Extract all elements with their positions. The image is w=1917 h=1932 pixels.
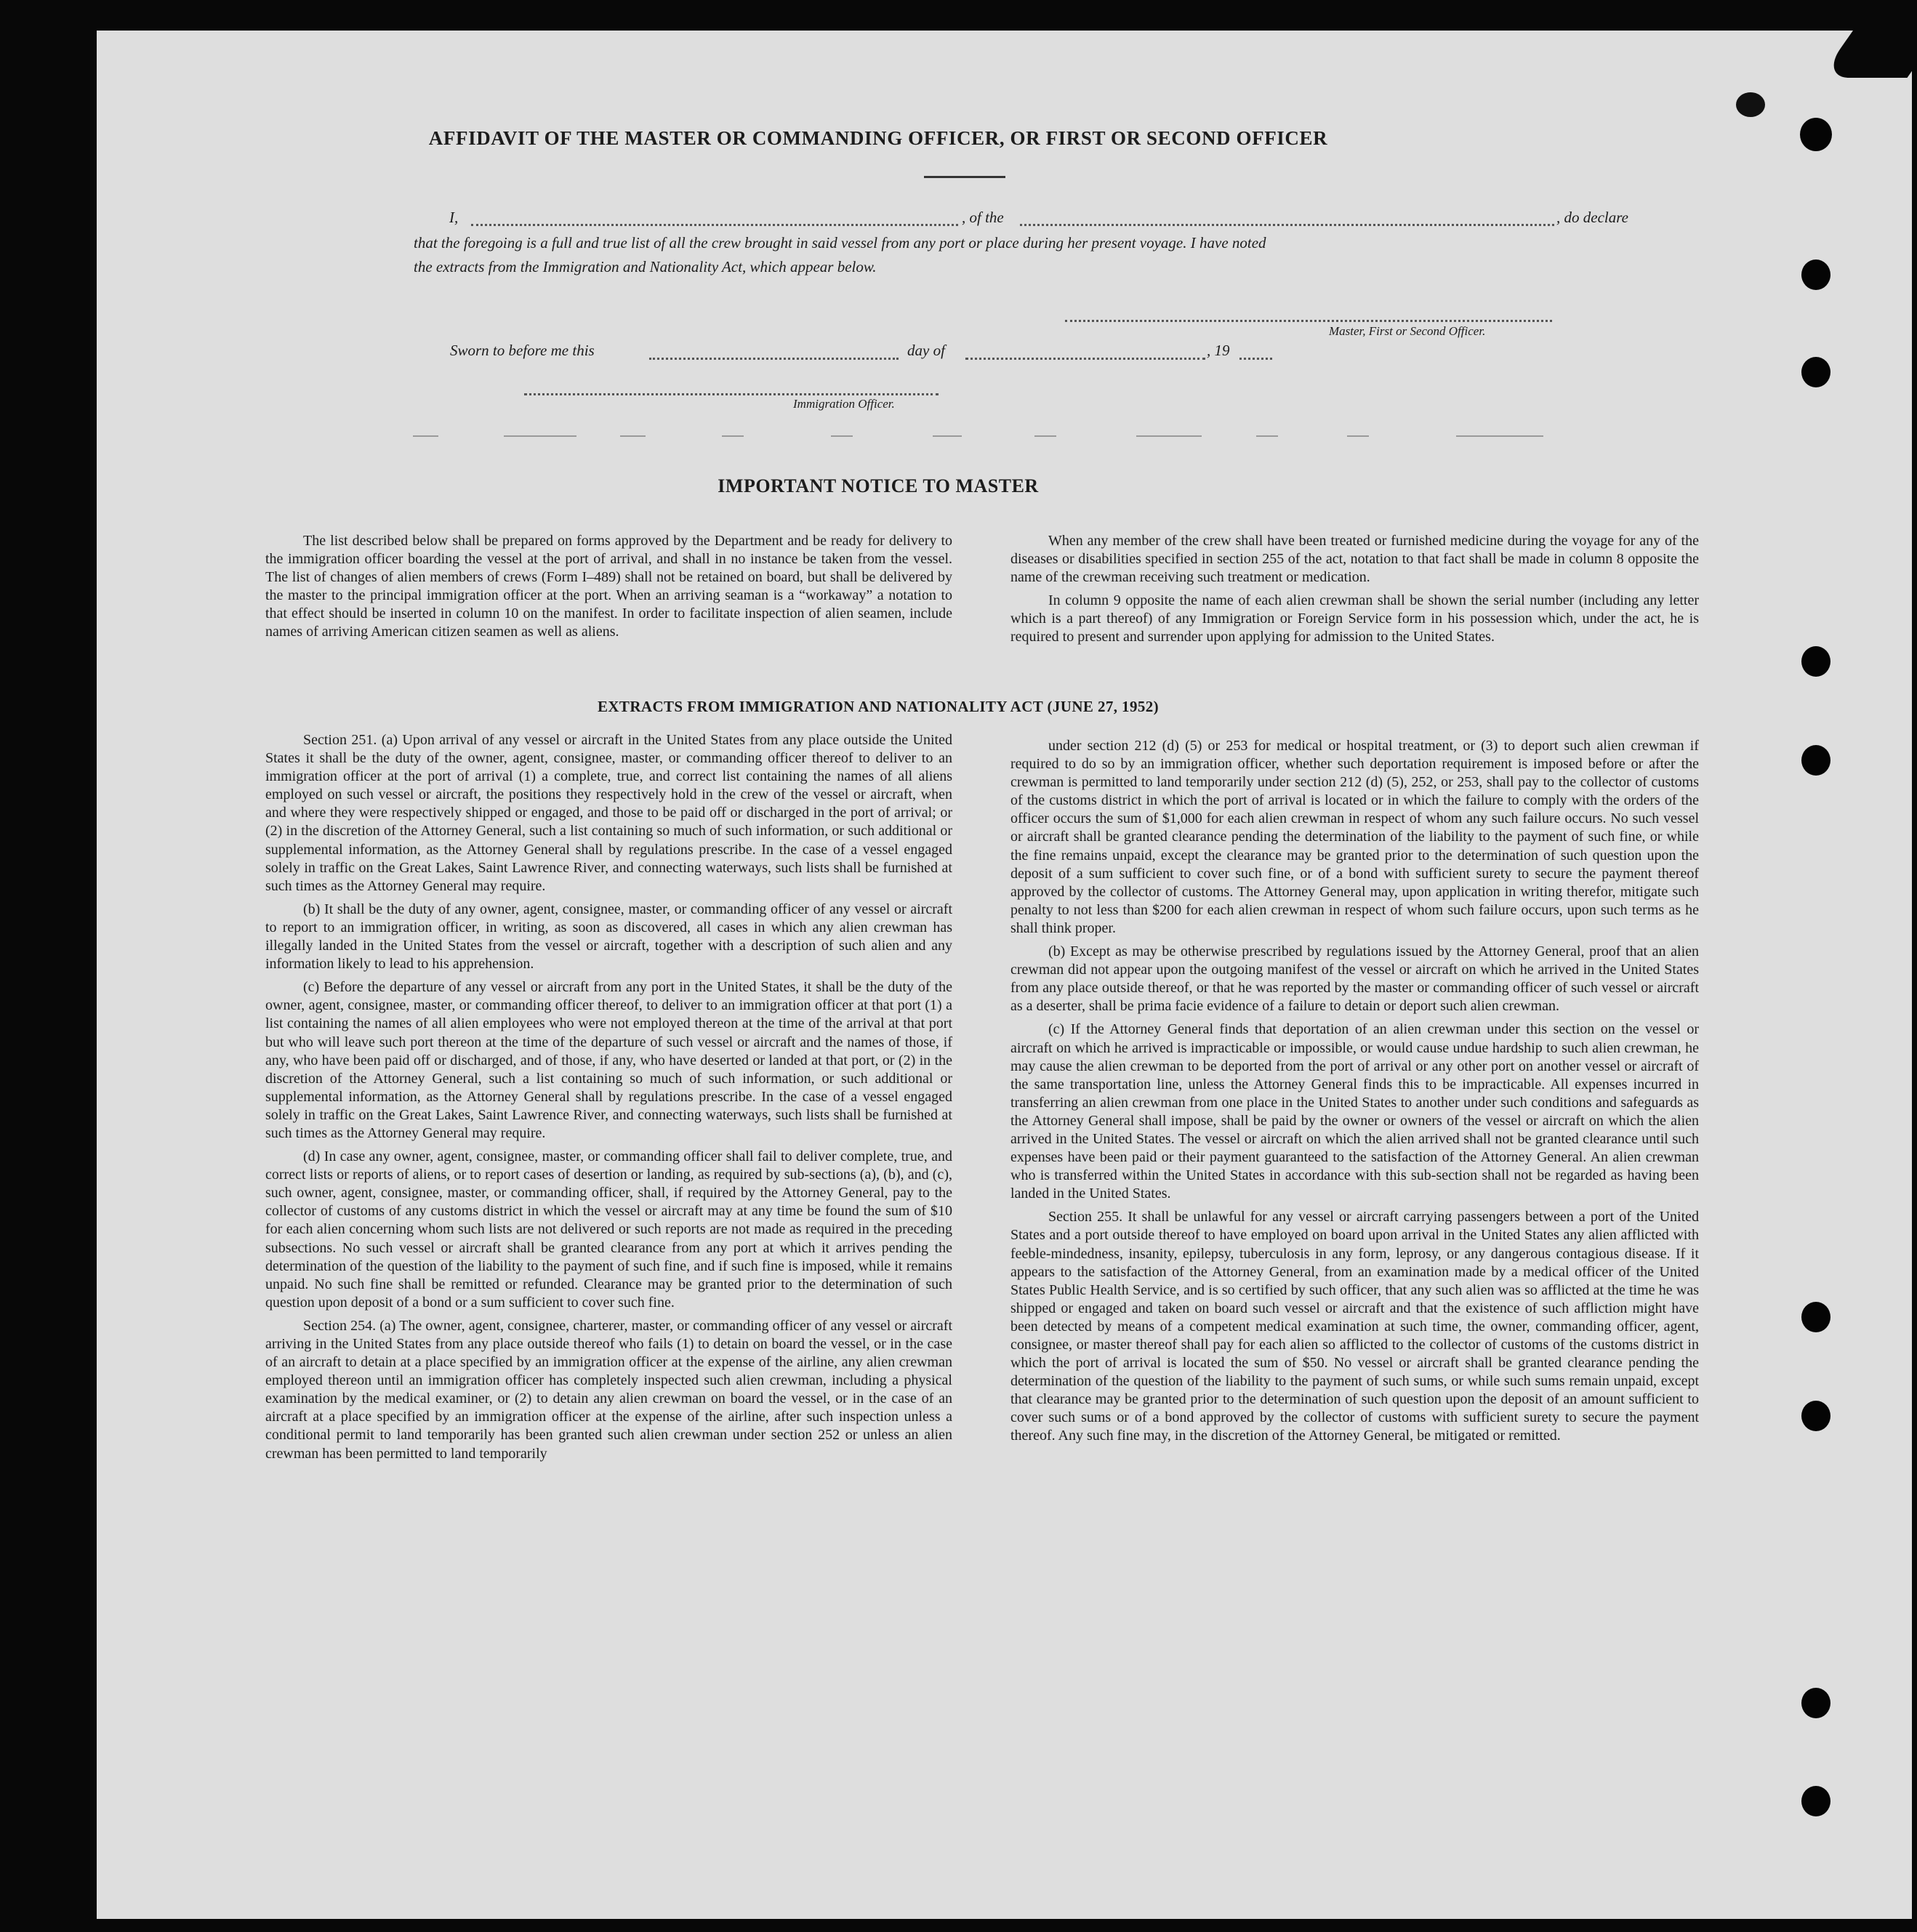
notice-right-paragraph-1: When any member of the crew shall have been treated or furnished medicine during the voyage for any of the diseases or disabilities specified in section 255 of the act, notation to that fact shall be made in column 8 opposite the name of the crewman receiving such treatment or medication. [1010,533,1699,586]
i-label: I, [449,209,459,226]
punch-hole [1800,118,1832,151]
punch-hole [1801,1786,1830,1816]
notice-right-column [1010,532,1699,647]
sworn-day-field[interactable] [649,358,899,360]
punch-hole [1801,646,1830,677]
notice-left-paragraph: The list described below shall be prepared on forms approved by the Department and be ready for delivery to the immigration officer boarding the vessel at the port of arrival, and shall in no instance be taken from the vessel. The list of changes of alien members of crews (Form I–489) shall not be retained on board, but shall be delivered by the master to the principal immigration officer at the port. When an arriving seaman is a “workaway” a notation to that effect should be inserted in column 10 on the manifest. In order to facilitate inspection of alien seamen, include names of arriving American citizen seamen as well as aliens. [265,533,952,640]
master-signature-field[interactable] [1065,320,1552,322]
extracts-left-column [265,731,952,1463]
sworn-month-field[interactable] [965,358,1205,360]
sworn-year-field[interactable] [1239,358,1272,360]
punch-hole [1801,745,1830,776]
year-label: , 19 [1207,342,1230,359]
do-declare-label: , do declare [1556,209,1628,226]
day-of-label: day of [907,342,945,359]
vessel-field[interactable] [1020,224,1554,226]
right-paragraph: (b) Except as may be otherwise prescribed by regulations issued by the Attorney General, proof that an alien crewman did not appear upon the outgoing manifest of the vessel or aircraft on which he arrived in the United States from any place outside thereof, or that he was reported by the master or commanding officer of such vessel or aircraft as a deserter, shall be prima facie evidence of a failure to detain or deport such alien crewman. [1010,943,1699,1015]
declaration-line-1: that the foregoing is a full and true list of all the crew brought in said vessel from any port or place during her present voyage. I have noted [414,234,1266,251]
document-page [97,31,1912,1919]
officer-signature-field[interactable] [524,393,939,395]
right-paragraph: (c) If the Attorney General finds that deportation of an alien crewman under this section on the vessel or aircraft on which he arrived is impracticable or impossible, or would cause undue hardship to such alien crewman, he may cause the alien crewman to be deported from the port of arrival or any other port on another vessel or aircraft of the same transportation line, unless the Attorney General finds this to be impracticable. All expenses incurred in transferring an alien crewman from one place in the United States to another under such conditions and safeguards as the Attorney General shall impose, shall be paid by the owner or owners of the vessel or aircraft on which the alien arrived in the United States. The vessel or aircraft on which the alien arrived shall not be granted clearance until such expenses have been paid or their payment guaranteed to the satisfaction of the Attorney General. An alien crewman who is transferred within the United States in accordance with this sub-section shall not be regarded as having been landed in the United States. [1010,1021,1699,1202]
affidavit-title: AFFIDAVIT OF THE MASTER OR COMMANDING OFFICER, OR FIRST OR SECOND OFFICER [428,127,1328,149]
left-paragraph: (c) Before the departure of any vessel or aircraft from any port in the United States, it shall be the duty of the owner, agent, consignee, master, or commanding officer thereof, to deliver to an immigration officer at that port (1) a list containing the names of all alien employees who were not employed thereon at the time of the arrival at that port but who will leave such port thereon at the time of the departure of such vessel or aircraft and the names of those, if any, who have been paid off or discharged, and of those, if any, who have deserted or landed at that port, or (2) in the discretion of the Attorney General, such a list containing so much of such information, or such additional or supplemental information, as the Attorney General shall by regulations prescribe. In the case of a vessel engaged solely in traffic on the Great Lakes, Saint Lawrence River, and connecting waterways, such lists shall be furnished at such times as the Attorney General may require. [265,979,952,1141]
title-rule [924,176,1005,178]
extracts-title: EXTRACTS FROM IMMIGRATION AND NATIONALITY ACT (JUNE 27, 1952) [597,698,1160,715]
master-signature-caption: Master, First or Second Officer. [1329,324,1486,338]
left-paragraph: (b) It shall be the duty of any owner, agent, consignee, master, or commanding officer of any vessel or aircraft to report to an immigration officer, in writing, as soon as discovered, all cases in which any alien crewman has illegally landed in the United States from the vessel or aircraft, together with a description of such alien and any information likely to lead to his apprehension. [265,901,952,973]
punch-hole [1801,1302,1830,1332]
of-the-label: , of the [962,209,1004,226]
declaration-line-2: the extracts from the Immigration and Nationality Act, which appear below. [414,258,877,275]
punch-hole [1801,259,1830,290]
punch-hole [1801,1401,1830,1431]
punch-hole [1801,1688,1830,1718]
notice-title: IMPORTANT NOTICE TO MASTER [718,475,1039,496]
right-paragraph: under section 212 (d) (5) or 253 for medical or hospital treatment, or (3) to deport such alien crewman if required to do so by an immigration officer, whether such deportation requirement is imposed before or after the crewman is permitted to land temporarily under section 212 (d) (5), 252, or 253, shall pay to the collector of customs of the customs district in which the port of arrival is located or in which the failure to comply with the orders of the officer occurs the sum of $1,000 for each alien crewman in respect of whom any such failure occurs. No such vessel or aircraft shall be granted clearance pending the determination of the liability to the payment of such fine, or while the fine remains unpaid, except the clearance may be granted prior to the determination of such question upon the deposit of a sum sufficient to cover such fine, or of a bond with sufficient surety to secure the payment thereof approved by the collector of customs. The Attorney General may, upon application in writing therefor, mitigate such penalty to not less than $200 for each alien crewman in respect of whom such failure occurs, upon such terms as he shall think proper. [1010,738,1699,936]
right-paragraph: Section 255. It shall be unlawful for any vessel or aircraft carrying passengers between a port of the United States and a port outside thereof to have employed on board upon arrival in the United States any alien afflicted with feeble-mindedness, insanity, epilepsy, tuberculosis in any form, leprosy, or any dangerous contagious disease. If it appears to the satisfaction of the Attorney General, from an examination made by a medical officer of the United States Public Health Service, and is so certified by such officer, that any such alien was so afflicted at the time he was shipped or engaged and taken on board such vessel or aircraft and that the existence of such affliction might have been detected by means of a competent medical examination at such time, the owner, commanding officer, agent, consignee, or master thereof shall pay for each alien so afflicted to the collector of customs of the customs district in which the port of arrival is located the sum of $50. No vessel or aircraft shall be granted clearance pending the determination of the question of the liability to the payment of such sums, or while such sums remain unpaid, except that clearance may be granted prior to the determination of such question upon the deposit of an amount sufficient to cover such sums or of a bond approved by the collector of customs with sufficient surety to secure the payment thereof. Any such fine may, in the discretion of the Attorney General, be mitigated or remitted. [1010,1209,1699,1444]
left-paragraph: Section 254. (a) The owner, agent, consignee, charterer, master, or commanding officer of any vessel or aircraft arriving in the United States from any place outside thereof who fails (1) to detain on board the vessel, or in the case of an aircraft to detain at a place specified by an immigration officer at the expense of the airline, any alien crewman employed thereon until an immigration officer has completely inspected such alien crewman, including a physical examination by the medical examiner, or (2) to detain any alien crewman on board the vessel, or in the case of an aircraft at a place specified by an immigration officer at the expense of the airline, after such inspection unless a conditional permit to land temporarily has been granted such alien crewman under section 252 or unless an alien crewman has been permitted to land temporarily [265,1317,952,1462]
torn-corner [1820,27,1917,78]
left-paragraph: (d) In case any owner, agent, consignee, master, or commanding officer shall fail to deliver complete, true, and correct lists or reports of aliens, or to report cases of desertion or landing, as required by sub-sections (a), (b), and (c), such owner, agent, consignee, master, or commanding officer, shall, if required by the Attorney General, pay to the collector of customs of any customs district in which the vessel or aircraft may at any time be found the sum of $10 for each alien concerning whom such lists are not delivered or such reports are not made as required in the preceding subsections. No such vessel or aircraft shall be granted clearance from any port at which it arrives pending the determination of the question of the liability to the payment of such fine, and if such fine is imposed, while it remains unpaid. No such fine shall be remitted or refunded. Clearance may be granted prior to the determination of such question upon deposit of a bond or a sum sufficient to cover such fine. [265,1148,952,1311]
officer-signature-caption: Immigration Officer. [793,397,895,411]
extracts-right-column [1010,737,1699,1446]
punch-hole [1801,357,1830,387]
left-paragraph: Section 251. (a) Upon arrival of any vessel or aircraft in the United States from any place outside the United States it shall be the duty of the owner, agent, consignee, master, or commanding officer thereof to deliver to an immigration officer at the port of arrival (1) a complete, true, and correct list containing the names of all aliens employed on such vessel or aircraft, the positions they respectively hold in the crew of the vessel or aircraft, when and where they were respectively shipped or engaged, and those to be paid off or discharged in the port of arrival; or (2) in the discretion of the Attorney General, such a list containing so much of such information, or such additional or supplemental information, as the Attorney General shall by regulations prescribe. In the case of a vessel engaged solely in traffic on the Great Lakes, Saint Lawrence River, and connecting waterways, such lists shall be furnished at such times as the Attorney General may require. [265,732,952,894]
sworn-label: Sworn to before me this [450,342,595,359]
ink-blot [1736,92,1765,117]
notice-right-paragraph-2: In column 9 opposite the name of each alien crewman shall be shown the serial number (including any letter which is a part thereof) of any Immigration or Foreign Service form in his possession which, under the act, he is required to present and surrender upon applying for admission to the United States. [1010,592,1699,645]
name-field[interactable] [471,224,958,226]
